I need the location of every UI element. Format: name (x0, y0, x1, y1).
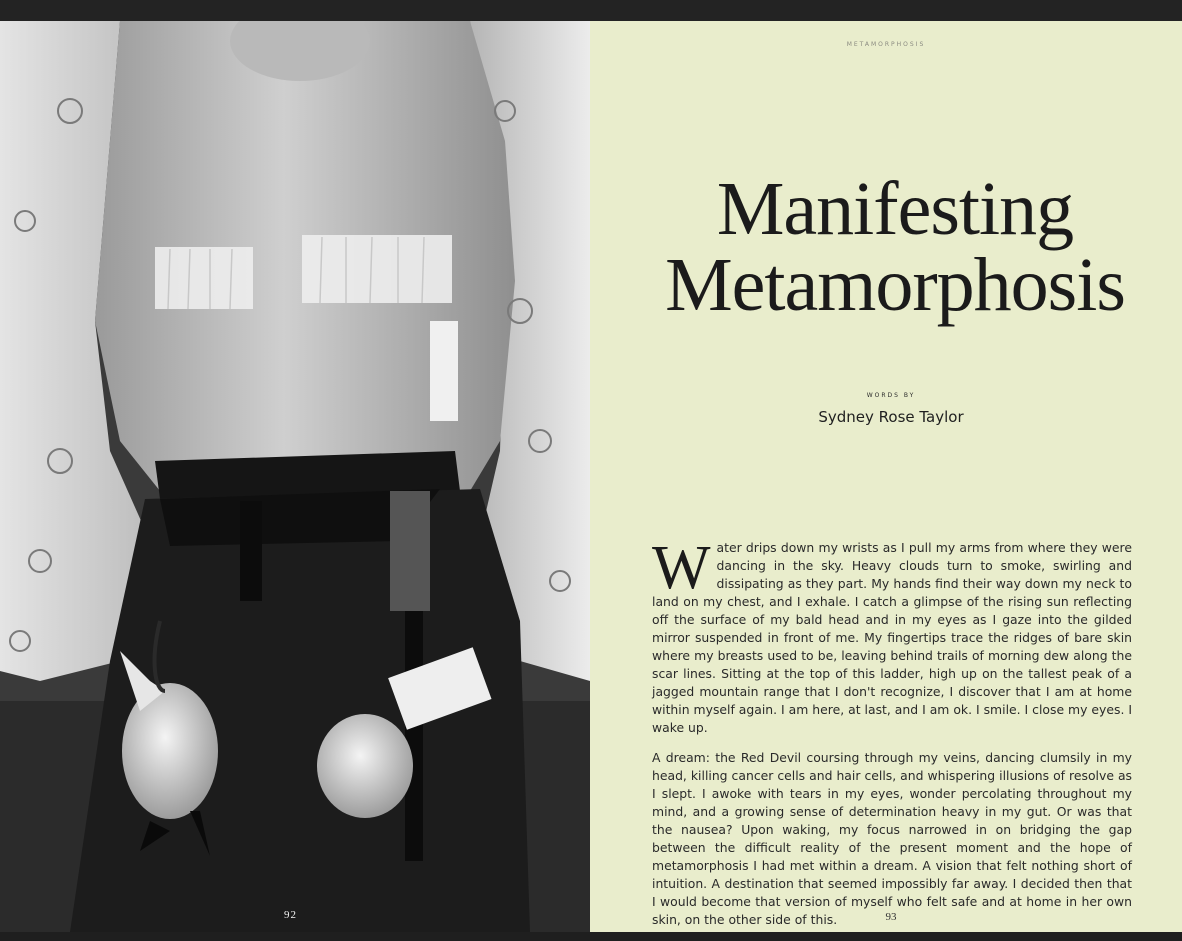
page-number-left: 92 (284, 909, 297, 921)
paragraph-1 (652, 534, 1132, 737)
article-title (630, 167, 1160, 327)
photo-page (0, 21, 590, 932)
text-page (590, 21, 1182, 932)
photograph (0, 21, 590, 932)
page-number-right: 93 (885, 911, 897, 923)
running-head: METAMORPHOSIS (846, 41, 926, 48)
author-name: Sydney Rose Taylor (818, 408, 964, 426)
title-line-1: Manifesting (716, 167, 1074, 251)
byline-label: WORDS BY (866, 392, 916, 399)
article-body (652, 534, 1132, 941)
paragraph-2: A dream: the Red Devil coursing through my veins, dancing clumsily in my head, killing cancer cells and hair cells, and whispering illusions of resolve as I slept. I awoke with tears in my eyes, wonder percolating throughout my mind, and a growing sense of determination heavy in my gut. Or was that the nausea? Upon waking, my focus narrowed in on bridging the gap between the difficult reality of the present moment and the hope of metamorphosis I had met within a dream. A vision that felt nothing short of intuition. A destination that seemed impossibly far away. I decided then that I would become that version of myself who felt safe and at home in her own skin, on the other side of this. (652, 750, 1132, 927)
drop-cap: W (652, 534, 711, 602)
paragraph-1-text: ater drips down my wrists as I pull my arms from where they were dancing in the sky. Heavy clouds turn to smoke, swirling and dissipating as they part. My hands find their way down my neck to land on my chest, and I exhale. I catch a glimpse of the rising sun reflecting off the surface of my bald head and in my eyes as I gaze into the gilded mirror suspended in front of me. My fingertips trace the ridges of bare skin where my breasts used to be, leaving behind trails of morning dew along the scar lines. Sitting at the top of this ladder, high up on the tallest peak of a jagged mountain range that I don't recognize, I discover that I am at home within myself again. I am here, at last, and I am ok. I smile. I close my eyes. I wake up. (652, 540, 1132, 735)
title-line-2: Metamorphosis (665, 243, 1125, 327)
top-bar (0, 0, 1182, 21)
